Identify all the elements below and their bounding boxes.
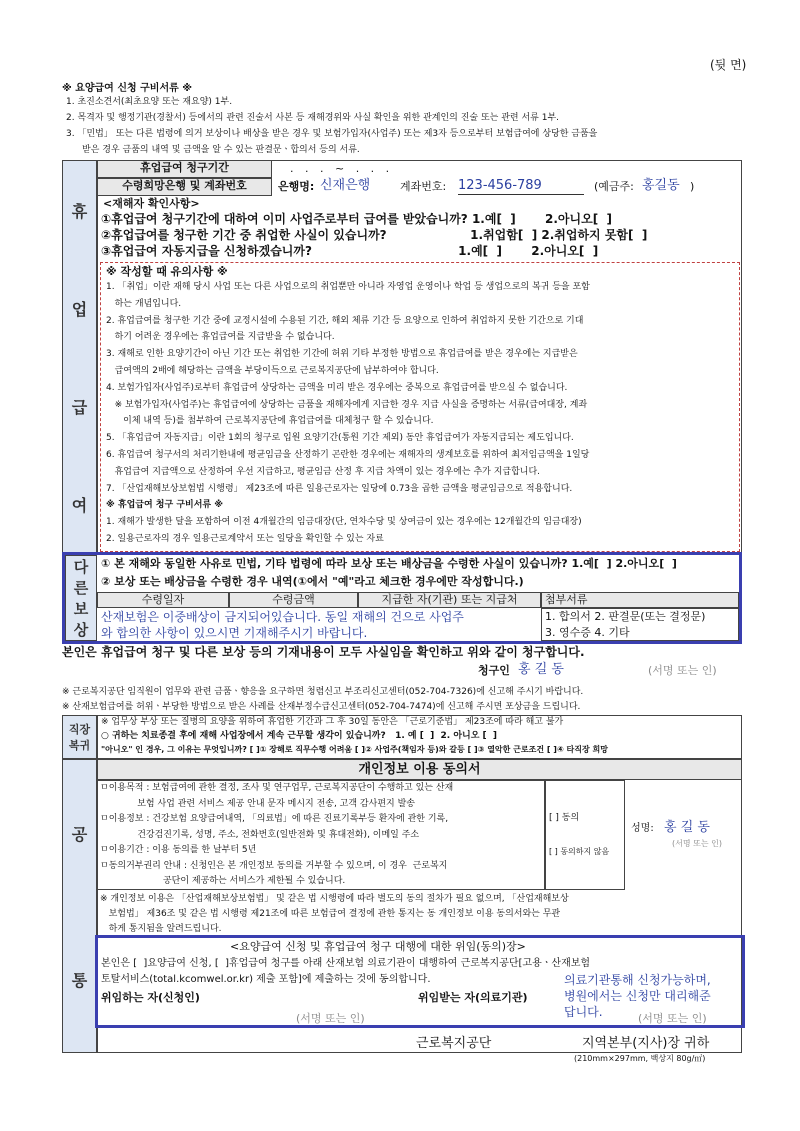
notes-title: ※ 작성할 때 유의사항 ※	[106, 265, 228, 278]
note-line: 5. 「휴업급여 자동지급」이란 1회의 청구로 입원 요양기간(통원 기간 제외) 동안 휴업급여가 자동지급되는 제도입니다.	[106, 433, 574, 444]
required-doc-item: 1. 초진소견서(최초요양 또는 재요양) 1부.	[66, 97, 233, 107]
side-char: 여	[71, 495, 88, 515]
holder-label: (예금주:	[594, 180, 634, 193]
col-header-amount: 수령금액	[229, 592, 358, 608]
col-header-payer: 지급한 자(기관) 또는 지급처	[358, 592, 541, 608]
note-line: 3. 재해로 인한 요양기간이 아닌 기간 또는 취업한 기간에 허위 기타 부정한 방법으로 휴업급여를 받은 경우에는 지급받은	[106, 349, 578, 360]
account-label: 계좌번호:	[400, 180, 447, 193]
note-line: 1. 재해가 발생한 달을 포함하여 이전 4개월간의 임금대장(단, 연차수당 및 상여금이 있는 경우에는 12개월간의 임금대장)	[106, 517, 582, 528]
delegate-label: 위임받는 자(의료기관)	[418, 991, 528, 1004]
question-2: ②휴업급여를 청구한 기간 중 취업한 사실이 있습니까? 1.취업함[ ] 2.취업하지 못함[ ]	[101, 228, 648, 242]
privacy-sign-label: 성명:	[631, 823, 654, 834]
privacy-note-line: ※ 개인정보 이용은 「산업재해보상보험법」 및 같은 법 시행령에 따라 별도의 동의 절차가 필요 없으며, 「산업재해보상	[100, 894, 569, 904]
bank-name-value[interactable]: 신재은행	[320, 178, 371, 193]
required-docs-title: ※ 요양급여 신청 구비서류 ※	[62, 83, 192, 94]
privacy-note-line: 하게 통지됨을 알려드립니다.	[100, 924, 222, 934]
privacy-sign-name[interactable]: 홍 길 동	[664, 820, 710, 835]
note-line: 4. 보험가입자(사업주)로부터 휴업급여 상당하는 금액을 미리 받은 경우에는 중복으로 휴업급여를 받으실 수 없습니다.	[106, 382, 568, 393]
note-line: 1. 「취업」이란 재해 당시 사업 또는 다른 사업으로의 취업뿐만 아니라 자영업 운영이나 학업 등 생업으로의 복귀 등을 포함	[106, 282, 590, 292]
privacy-item-line: ㅁ이용목적 : 보험급여에 관한 결정, 조사 및 연구업무, 근로복지공단이 수행하고 있는 산재	[100, 783, 454, 793]
period-label: 휴업급여 청구기간	[97, 160, 272, 178]
privacy-sign-note: (서명 또는 인)	[672, 839, 722, 848]
account-value[interactable]: 123-456-789	[458, 178, 584, 195]
check-title: <재해자 확인사항>	[103, 197, 200, 210]
other-comp-question-2: ② 보상 또는 배상금을 수령한 경우 내역(①에서 "예"라고 체크한 경우에만 작성합니다.)	[101, 575, 524, 588]
privacy-items	[100, 782, 545, 891]
required-doc-item: 3. 「민법」 또는 다른 법령에 의거 보상이나 배상을 받은 경우 및 보험가입자(사업주) 또는 제3자 등으로부터 보험급여에 상당한 금품을	[66, 129, 598, 139]
note-line: 이체 내역 등)를 첨부하여 근로복지공단에 휴업급여를 대체청구 할 수 있습니다.	[106, 416, 434, 427]
privacy-note-line: 보험법」 제36조 및 같은 법 시행령 제21조에 따른 보험급여 결정에 관한 통지는 동 개인정보 이용 동의서와는 무관	[100, 909, 561, 919]
side-char: 직장	[68, 723, 91, 736]
required-doc-item: 받은 경우 금품의 내역 및 금액을 알 수 있는 판결문ㆍ합의서 등의 서류.	[82, 145, 360, 155]
agree-checkbox[interactable]: [ ] 동의	[549, 813, 580, 823]
period-value[interactable]: . . . ~ . . .	[290, 162, 394, 175]
side-char: 통	[71, 970, 88, 990]
note-line: 급여액의 2배에 해당하는 금액을 부당이득으로 근로복지공단에 납부하여야 합니다.	[106, 365, 439, 376]
other-comp-side-label	[65, 555, 97, 641]
privacy-item-line: 공단이 제공하는 서비스가 제한될 수 있습니다.	[100, 876, 346, 886]
delegation-line: 본인은 [ ]요양급여 신청, [ ]휴업급여 청구를 아래 산재보험 의료기관이 대행하여 근로복지공단[고용ㆍ산재보험	[101, 958, 591, 969]
footer-office: 지역본부(지사)장 귀하	[582, 1036, 710, 1051]
attach-option-line: 1. 합의서 2. 판결문(또는 결정문)	[545, 610, 706, 623]
side-char: 상	[73, 621, 89, 639]
delegator-label: 위임하는 자(신청인)	[101, 991, 200, 1004]
confirm-statement: 본인은 휴업급여 청구 및 다른 보상 등의 기재내용이 모두 사실임을 확인하고 위와 같이 청구합니다.	[62, 645, 585, 659]
privacy-consent-cell	[545, 780, 625, 890]
side-char: 른	[73, 579, 89, 597]
note-line: 하는 개념입니다.	[106, 298, 182, 309]
other-comp-question-1: ① 본 재해와 동일한 사유로 민법, 기타 법령에 따라 보상 또는 배상금을 수령한 사실이 있습니까? 1.예[ ] 2.아니오[ ]	[101, 557, 677, 570]
privacy-title: 개인정보 이용 동의서	[97, 759, 742, 780]
notes-list	[106, 281, 736, 550]
sick-leave-side-label	[62, 160, 97, 554]
note-line: 휴업급여 지급액으로 산정하여 우선 지급하고, 평균임금 산정 후 지급 차액이 있는 경우에는 추가 지급합니다.	[106, 466, 541, 477]
footer-org: 근로복지공단	[416, 1036, 492, 1051]
note-line: ※ 보험가입자(사업주)는 휴업급여에 상당하는 금품을 재해자에게 지급한 경우 지급 사실을 증명하는 서류(급여대장, 계좌	[106, 399, 588, 410]
side-char: 급	[71, 397, 88, 417]
col-header-attach: 첨부서류	[541, 592, 739, 608]
page-side-label: (뒷 면)	[710, 58, 747, 72]
delegation-blue-note: 병원에서는 신청만 대리해준	[564, 989, 711, 1003]
paper-spec: (210mm×297mm, 백상지 80g/㎡)	[574, 1054, 706, 1063]
return-work-line: ※ 업무상 부상 또는 질병의 요양을 위하여 휴업한 기간과 그 후 30일 동안은 「근로기준법」 제23조에 따라 해고 불가	[101, 717, 564, 727]
delegator-sign[interactable]: (서명 또는 인)	[296, 1012, 365, 1025]
disagree-checkbox[interactable]: [ ] 동의하지 않음	[549, 847, 610, 856]
note-line: 2. 휴업급여를 청구한 기간 중에 교정시설에 수용된 기간, 해외 체류 기간 등 요양으로 인하여 취업하지 못한 기간으로 기대	[106, 315, 584, 326]
side-char: 휴	[71, 201, 88, 221]
claimant-sign[interactable]: (서명 또는 인)	[648, 664, 717, 677]
claimant-name[interactable]: 홍 길 동	[518, 662, 564, 677]
other-comp-note-line: 와 합의한 사항이 있으시면 기재해주시기 바랍니다.	[101, 626, 368, 640]
bank-name-label: 은행명:	[278, 180, 315, 193]
side-char: 복귀	[68, 739, 91, 752]
other-comp-note-line: 산재보험은 이중배상이 금지되어있습니다. 동일 재해의 건으로 사업주	[101, 610, 464, 624]
note-line: 하기 어려운 경우에는 휴업급여를 지급받을 수 없습니다.	[106, 332, 335, 343]
col-header-date: 수령일자	[97, 592, 229, 608]
holder-value[interactable]: 홍길동	[642, 178, 680, 193]
note-line: ※ 휴업급여 청구 구비서류 ※	[106, 500, 223, 511]
privacy-item-line: ㅁ동의거부권리 안내 : 신청인은 본 개인정보 동의를 거부할 수 있으며, 이 경우 근로복지	[100, 860, 448, 871]
delegation-line: 토탈서비스(total.kcomwel.or.kr) 제출 포함]에 제출하는 것에 동의합니다.	[101, 974, 431, 985]
claimant-label: 청구인	[478, 664, 510, 677]
privacy-item-line: ㅁ이용기간 : 이용 동의를 한 날부터 5년	[100, 845, 257, 855]
privacy-item-line: 건강검진기록, 성명, 주소, 전화번호(일반전화 및 휴대전화), 이메일 주소	[100, 829, 420, 840]
holder-close: )	[690, 180, 695, 193]
common-side-label	[62, 759, 97, 1053]
delegation-blue-note: 의료기관통해 신청가능하며,	[564, 973, 711, 987]
side-char: 다	[73, 558, 89, 576]
question-3: ③휴업급여 자동지급을 신청하겠습니까? 1.예[ ] 2.아니오[ ]	[101, 244, 599, 258]
delegation-title: <요양급여 신청 및 휴업급여 청구 대행에 대한 위임(동의)장>	[230, 940, 526, 953]
side-char: 보	[73, 600, 89, 618]
question-1: ①휴업급여 청구기간에 대하여 이미 사업주로부터 급여를 받았습니까? 1.예[ ] 2.아니오[ ]	[101, 212, 613, 226]
privacy-item-line: ㅁ이용정보 : 건강보험 요양급여내역, 「의료법」에 따른 진료기록부등 환자에 관한 기록,	[100, 814, 449, 824]
required-doc-item: 2. 목격자 및 행정기관(경찰서) 등에서의 관련 진술서 사본 등 재해경위와 사실 확인을 위한 관계인의 진술 또는 관련 서류 1부.	[66, 113, 560, 123]
side-char: 공	[71, 824, 88, 844]
attach-option-line: 3. 영수증 4. 기타	[545, 626, 630, 639]
note-line: 7. 「산업재해보상보험법 시행령」 제23조에 따른 일용근로자는 일당에 0.73을 곱한 금액을 평균임금으로 적용합니다.	[106, 483, 573, 494]
notice-line: ※ 산재보험급여를 허위ㆍ부당한 방법으로 받은 사례를 산재부정수급신고센터(052-704-7474)에 신고해 주시면 포상금을 드립니다.	[62, 702, 581, 712]
note-line: 6. 휴업급여 청구서의 처리기한내에 평균임금을 산정하기 곤란한 경우에는 재해자의 생계보호를 위하여 최저임금액을 1일당	[106, 449, 590, 460]
note-line: 2. 일용근로자의 경우 일용근로계약서 또는 일당을 확인할 수 있는 자료	[106, 533, 384, 544]
return-work-line: ○ 귀하는 치료종결 후에 재해 사업장에서 계속 근무할 생각이 있습니까? 1. 예 [ ] 2. 아니오 [ ]	[101, 731, 498, 741]
delegation-blue-note: 답니다.	[564, 1005, 603, 1019]
notice-line: ※ 근로복지공단 임직원이 업무와 관련 금품ㆍ향응을 요구하면 청렴신고 부조리신고센터(052-704-7326)에 신고해 주시기 바랍니다.	[62, 687, 584, 697]
return-work-side-label	[62, 715, 97, 759]
privacy-item-line: 보험 사업 관련 서비스 제공 안내 문자 메시지 전송, 고객 감사편지 발송	[100, 798, 415, 809]
bank-label: 수령희망은행 및 계좌번호	[97, 178, 272, 196]
return-work-line: "아니오" 인 경우, 그 이유는 무엇입니까? [ ]① 장해로 직무수행 어려움 [ ]② 사업주(책임자 등)와 갈등 [ ]③ 열악한 근로조건 [ ]④ 타직장 희망	[101, 745, 608, 754]
delegate-sign[interactable]: (서명 또는 인)	[638, 1012, 707, 1025]
side-char: 업	[71, 299, 88, 319]
